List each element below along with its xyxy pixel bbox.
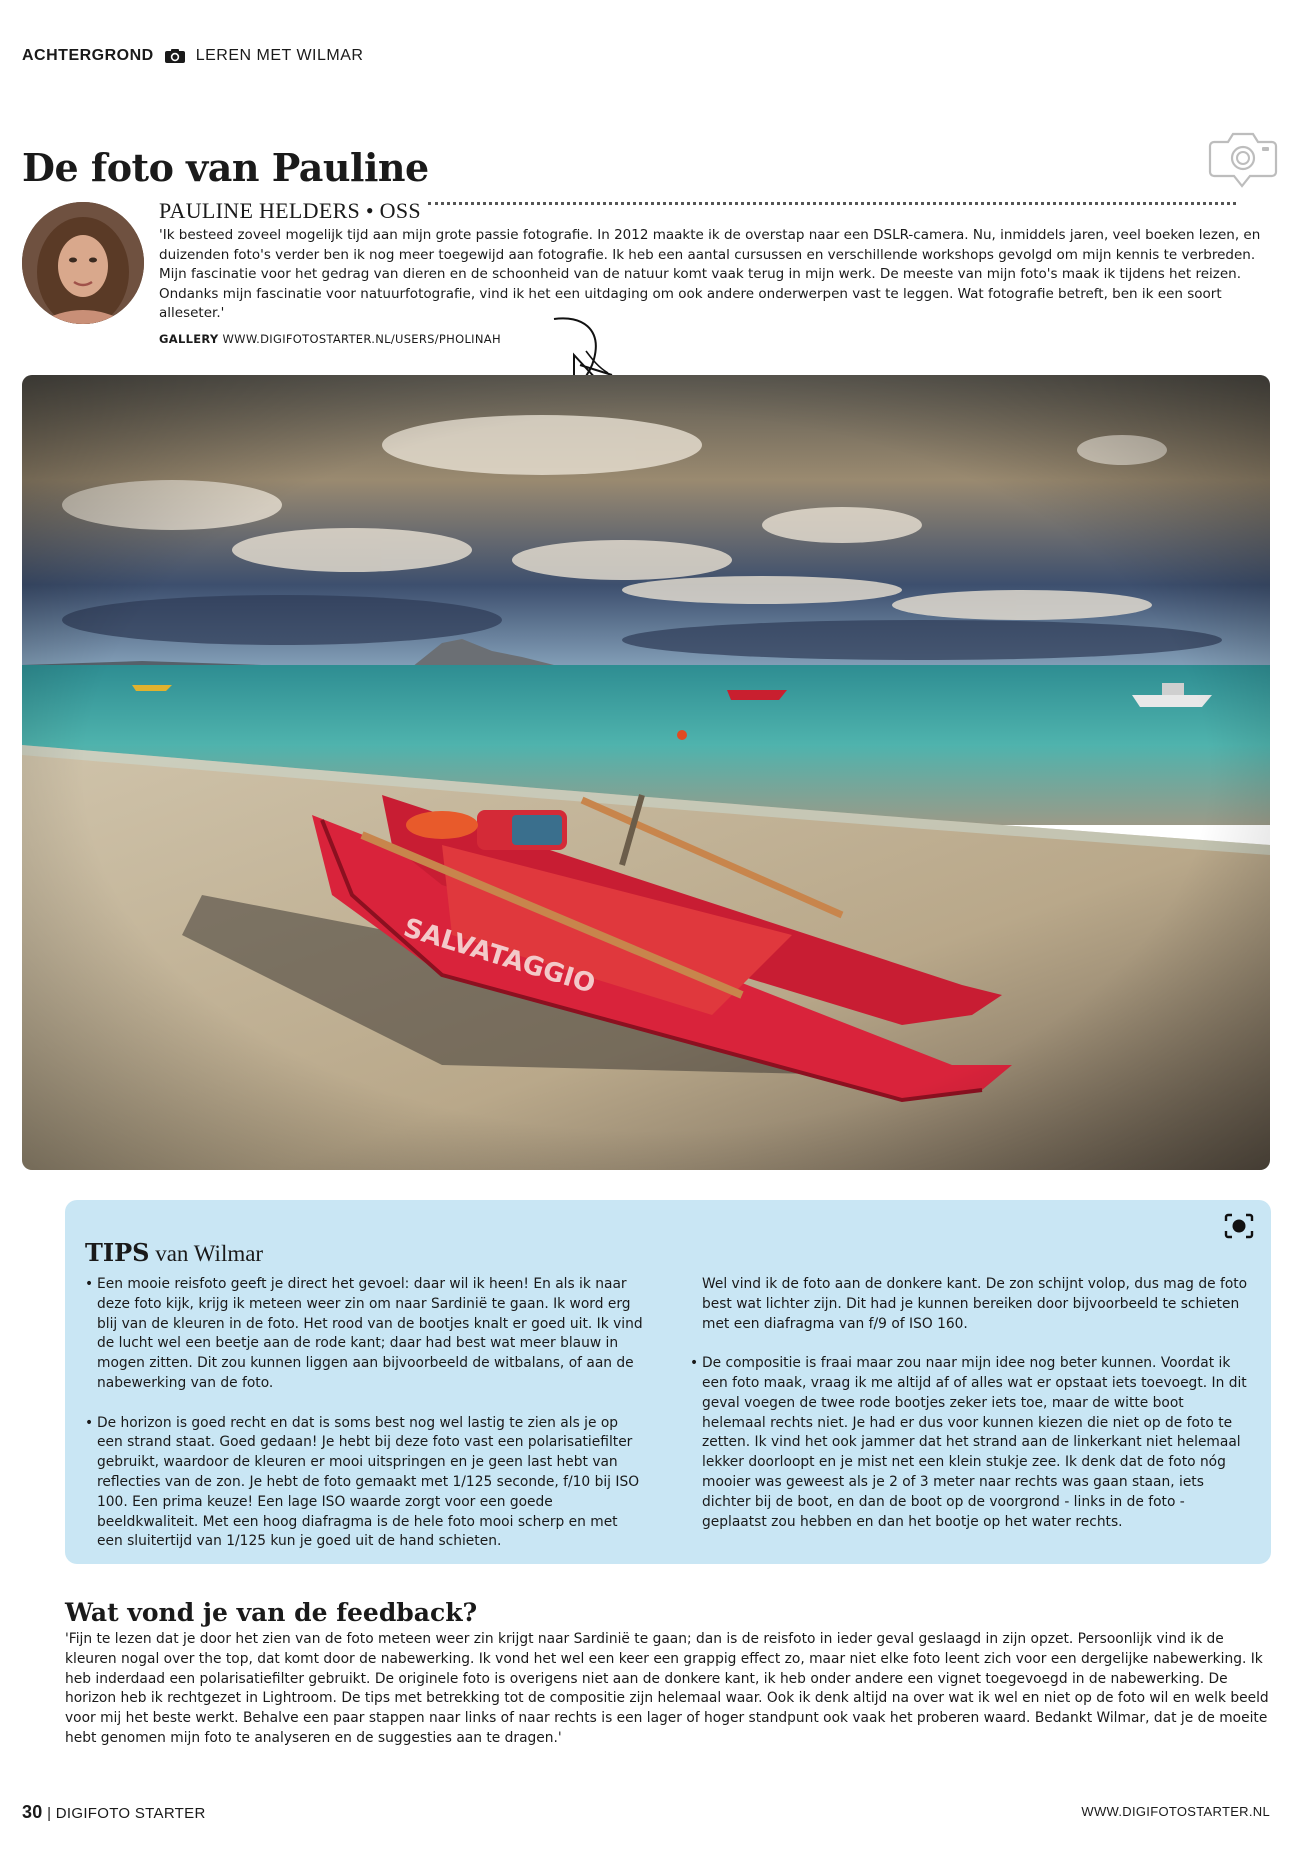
magazine-name: DIGIFOTO STARTER [55, 1805, 206, 1822]
section-label: ACHTERGROND [22, 47, 154, 64]
author-avatar [22, 202, 144, 324]
section-header [22, 44, 363, 68]
tip-item: • De horizon is goed recht en dat is soms best nog wel lastig te zien als je op een strand staat. Goed gedaan! Je hebt bij deze foto vast een polarisatiefilter gebruikt, waardoor de kleuren er mooi uitspringen en je geen last hebt van reflecties van de zon. Je hebt de foto gemaakt met 1/125 seconde, f/10 bij ISO 100. Een prima keuze! Een lage ISO waarde zorgt voor een goede beeldkwaliteit. Met een hoog diafragma is de hele foto mooi scherp en met een sluitertijd van 1/125 kun je goed uit de hand schieten. [85, 1414, 645, 1553]
main-photo [22, 375, 1270, 1170]
footer-left [22, 1802, 206, 1823]
author-byline: PAULINE HELDERS • OSS [159, 198, 421, 223]
title-dotted-rule [428, 202, 1236, 205]
tips-column-right [690, 1275, 1250, 1552]
tips-column-left [85, 1275, 645, 1572]
feedback-text: 'Fijn te lezen dat je door het zien van de foto meteen weer zin krijgt naar Sardinië te gaan; dan is de reisfoto in ieder geval geslaagd in zijn opzet. Persoonlijk vind ik de kleuren nogal over the top, dat komt door de nabewerking. Ik vond het wel een keer een grappig effect zo, maar niet elke foto leent zich voor een dergelijke nabewerking. Ik heb inderdaad een polarisatiefilter gebruikt. De originele foto is overigens niet aan de donkere kant, ik heb onder andere een vignet toegevoegd in de nabewerking. De horizon heb ik rechtgezet in Lightroom. De tips met betrekking tot de compositie zijn helemaal waar. Ook ik denk altijd na over wat ik wel en niet op de foto wil en welk beeld voor mij het beste werkt. Behalve een paar stappen naar links of naar rechts is een lager of hoger standpunt ook vaak het proberen waard. Bedankt Wilmar, dat je de moeite hebt genomen mijn foto te analyseren en de suggesties aan te dragen.' [65, 1631, 1269, 1746]
tip-item-continued: Wel vind ik de foto aan de donkere kant. De zon schijnt volop, dus mag de foto best wat lichter zijn. Dit had je kunnen bereiken door bijvoorbeeld te schieten met een diafragma van f/9 of ISO 160. [702, 1276, 1248, 1332]
page-number: 30 [22, 1802, 43, 1822]
tips-box [65, 1200, 1271, 1564]
camera-icon [164, 48, 186, 64]
gallery-line [159, 332, 501, 346]
focus-camera-icon [1223, 1212, 1255, 1240]
gallery-link[interactable]: WWW.DIGIFOTOSTARTER.NL/USERS/PHOLINAH [222, 332, 501, 346]
footer-website[interactable]: WWW.DIGIFOTOSTARTER.NL [1081, 1804, 1270, 1819]
camera-badge-icon [1208, 128, 1278, 190]
author-bio: 'Ik besteed zoveel mogelijk tijd aan mijn grote passie fotografie. In 2012 maakte ik de overstap naar een DSLR-camera. Nu, inmiddels jaren, veel boeken lezen, en duizenden foto's verder ben ik nog meer toegewijd aan fotografie. Ik heb een aantal cursussen en verschillende workshops gevolgd om mijn kennis te verbreden. Mijn fascinatie voor het gedrag van dieren en de schoonheid van de natuur komt vaak terug in mijn werk. De meeste van mijn foto's maak ik tijdens het reizen. Ondanks mijn fascinatie voor natuurfotografie, vind ik het een uitdaging om ook andere onderwerpen vast te leggen. Wat fotografie betreft, ben ik een soort alleseter.' [159, 227, 1261, 321]
feedback-title: Wat vond je van de feedback? [65, 1598, 478, 1627]
beach-boat-photo [22, 375, 1270, 1170]
tip-item: • De compositie is fraai maar zou naar mijn idee nog beter kunnen. Voordat ik een foto maak, vraag ik me altijd af of alles wat er opstaat iets toevoegt. In dit geval voegen de twee rode bootjes zeker iets toe, maar de witte boot helemaal rechts niet. Je had er dus voor kunnen kiezen die niet op de foto te zetten. Ik vind het ook jammer dat het strand aan de linkerkant niet helemaal lekker doorloopt en je mist net een klein stukje zee. Ik denk dat de foto nóg mooier was geweest als je 2 of 3 meter naar rechts was gaan staan, iets dichter bij de boot, en dan de boot op de voorgrond - links in de foto - geplaatst zou hebben en dan het bootje op het water rechts. [690, 1354, 1250, 1532]
tip-item: • Een mooie reisfoto geeft je direct het gevoel: daar wil ik heen! En als ik naar deze foto kijk, krijg ik meteen weer zin om naar Sardinië te gaan. Ik word erg blij van de kleuren in de foto. Het rood van de bootjes knalt er goed uit. Ik vind de lucht wel een beetje aan de rode kant; daar had best wat meer blauw in mogen zitten. Dit zou kunnen liggen aan bijvoorbeeld de witbalans, of aan de nabewerking van de foto. [85, 1275, 645, 1394]
tips-title [85, 1238, 263, 1267]
author-portrait-image [22, 202, 144, 324]
tips-title-strong: TIPS [85, 1238, 150, 1267]
article-title: De foto van Pauline [22, 145, 429, 190]
subsection-label: LEREN MET WILMAR [195, 47, 364, 64]
footer-separator: | [47, 1805, 52, 1822]
gallery-label: GALLERY [159, 332, 219, 346]
tips-title-rest: van Wilmar [149, 1241, 264, 1266]
